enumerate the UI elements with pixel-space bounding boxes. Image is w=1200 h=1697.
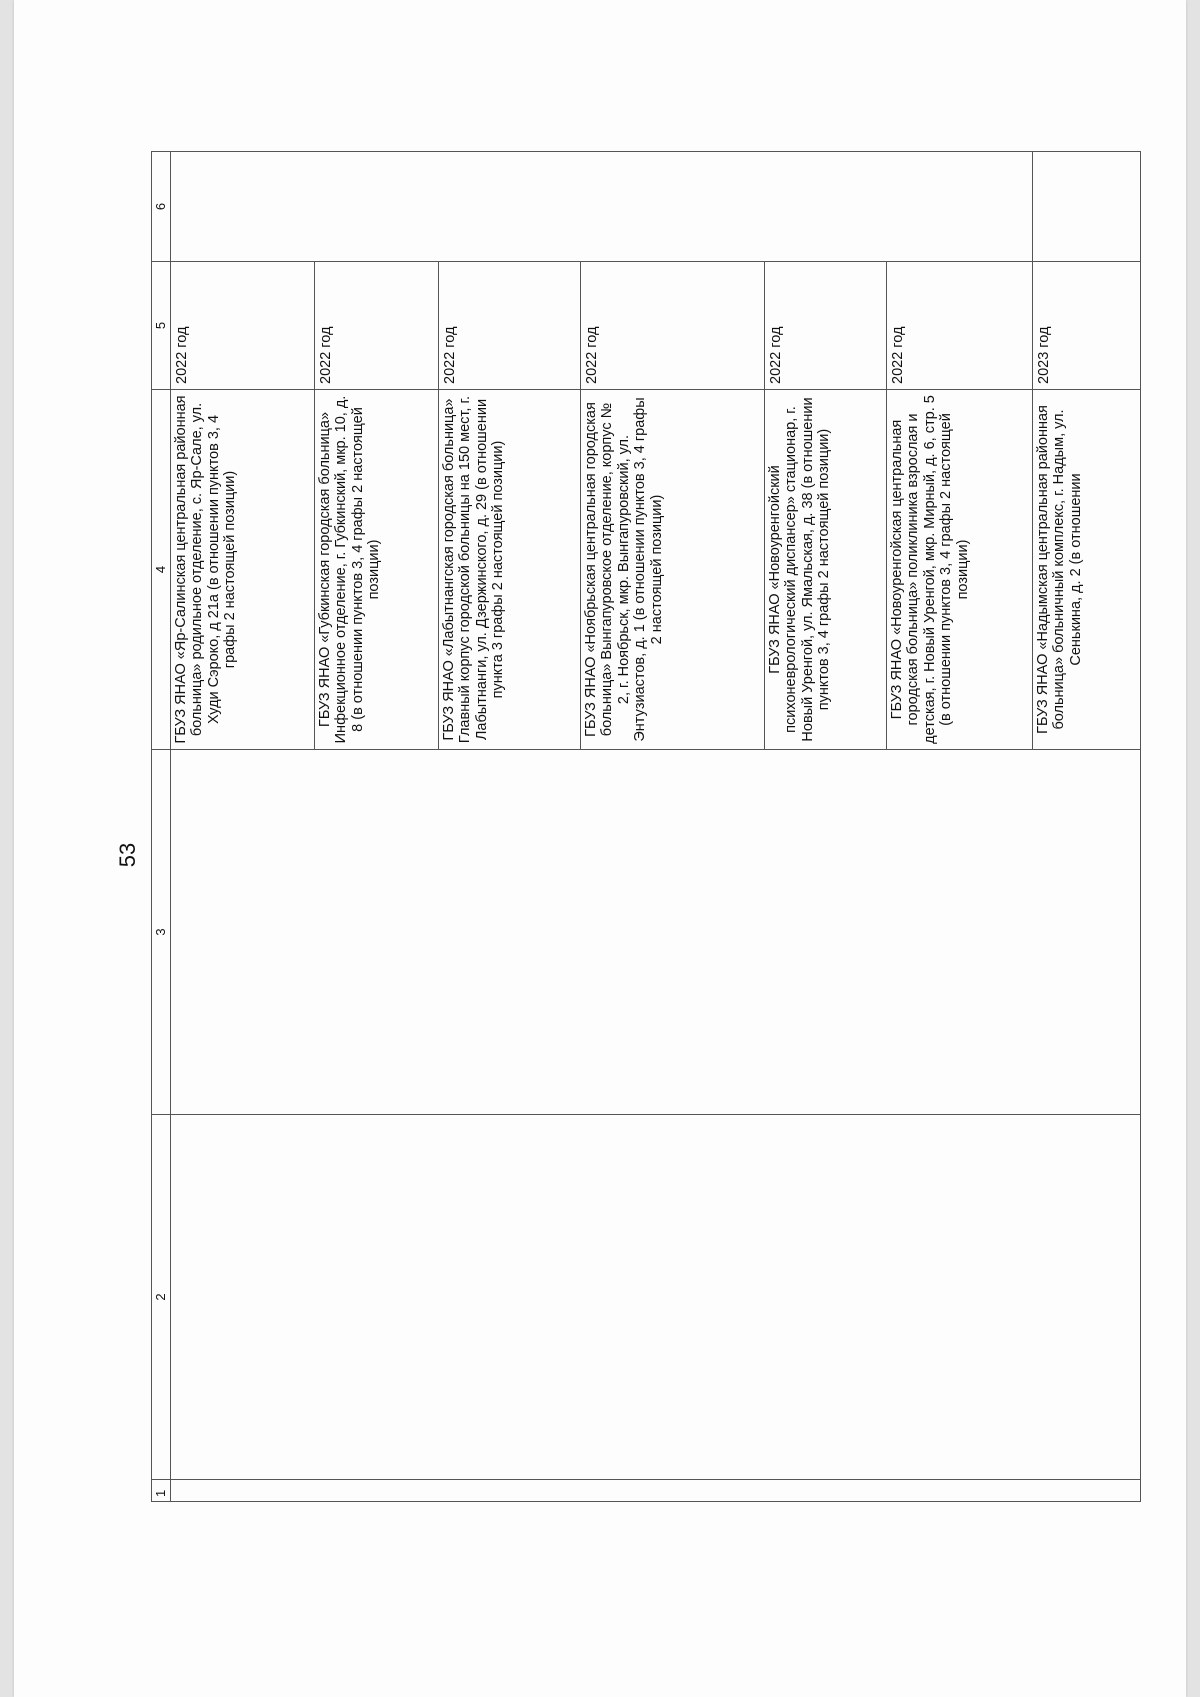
- column-header-6: 6: [152, 152, 171, 262]
- facility-description: ГБУЗ ЯНАО «Надымская центральная районная больница» больничный комплекс, г. Надым, ул. Сенькина, д. 2 (в отношении: [1033, 390, 1141, 750]
- facility-description: ГБУЗ ЯНАО «Лабытнангская городская больница» Главный корпус городской больницы на 150 мест, г. Лабытнанги, ул. Дзержинского, д. 29 (в отношении пункта 3 графы 2 настоящей позиции): [439, 390, 581, 750]
- year-cell: 2022 год: [887, 262, 1033, 390]
- year-cell: 2022 год: [315, 262, 439, 390]
- column-header-1: 1: [152, 1480, 171, 1502]
- table-row: [171, 152, 315, 1502]
- col6-cell: [1033, 152, 1141, 262]
- col6-cell: [171, 152, 1033, 262]
- column-header-2: 2: [152, 1115, 171, 1480]
- facility-description: ГБУЗ ЯНАО «Яр-Салинская центральная районная больница» родильное отделение, с. Яр-Сале, ул. Худи Сэроко, д 21а (в отношении пунктов 3, 4 графы 2 настоящей позиции): [171, 390, 315, 750]
- positions-table: [151, 151, 1141, 1502]
- year-cell: 2023 год: [1033, 262, 1141, 390]
- column-header-4: 4: [152, 390, 171, 750]
- page-number: 53: [115, 842, 140, 868]
- facility-description: ГБУЗ ЯНАО «Ноябрьская центральная городская больница» Вынгапуровское отделение, корпус № 2, г. Ноябрьск, мкр. Вынгапуровский, ул. Энтузиастов, д. 1 (в отношении пунктов 3, 4 графы 2 настоящей позиции): [581, 390, 765, 750]
- header-row: [152, 152, 171, 1502]
- col1-cell: [171, 1480, 1141, 1502]
- column-header-5: 5: [152, 262, 171, 390]
- col3-cell: [171, 750, 1141, 1115]
- year-cell: 2022 год: [439, 262, 581, 390]
- year-cell: 2022 год: [581, 262, 765, 390]
- facility-description: ГБУЗ ЯНАО «Новоуренгойская центральная городская больница» поликлиника взрослая и детская, г. Новый Уренгой, мкр. Мирный, д. 6, стр. 5 (в отношении пунктов 3, 4 графы 2 настоящей позиции): [887, 390, 1033, 750]
- year-cell: 2022 год: [765, 262, 887, 390]
- year-cell: 2022 год: [171, 262, 315, 390]
- facility-description: ГБУЗ ЯНАО «Губкинская городская больница» Инфекционное отделение, г. Губкинский, мкр. 10, д. 8 (в отношении пунктов 3, 4 графы 2 настоящей позиции): [315, 390, 439, 750]
- col2-cell: [171, 1115, 1141, 1480]
- column-header-3: 3: [152, 750, 171, 1115]
- document-page: [14, 0, 1186, 1697]
- facility-description: ГБУЗ ЯНАО «Новоуренгойский психоневрологический диспансер» стационар, г. Новый Уренгой, ул. Ямальская, д. 38 (в отношении пунктов 3, 4 графы 2 настоящей позиции): [765, 390, 887, 750]
- rotated-table-container: [151, 152, 1141, 1502]
